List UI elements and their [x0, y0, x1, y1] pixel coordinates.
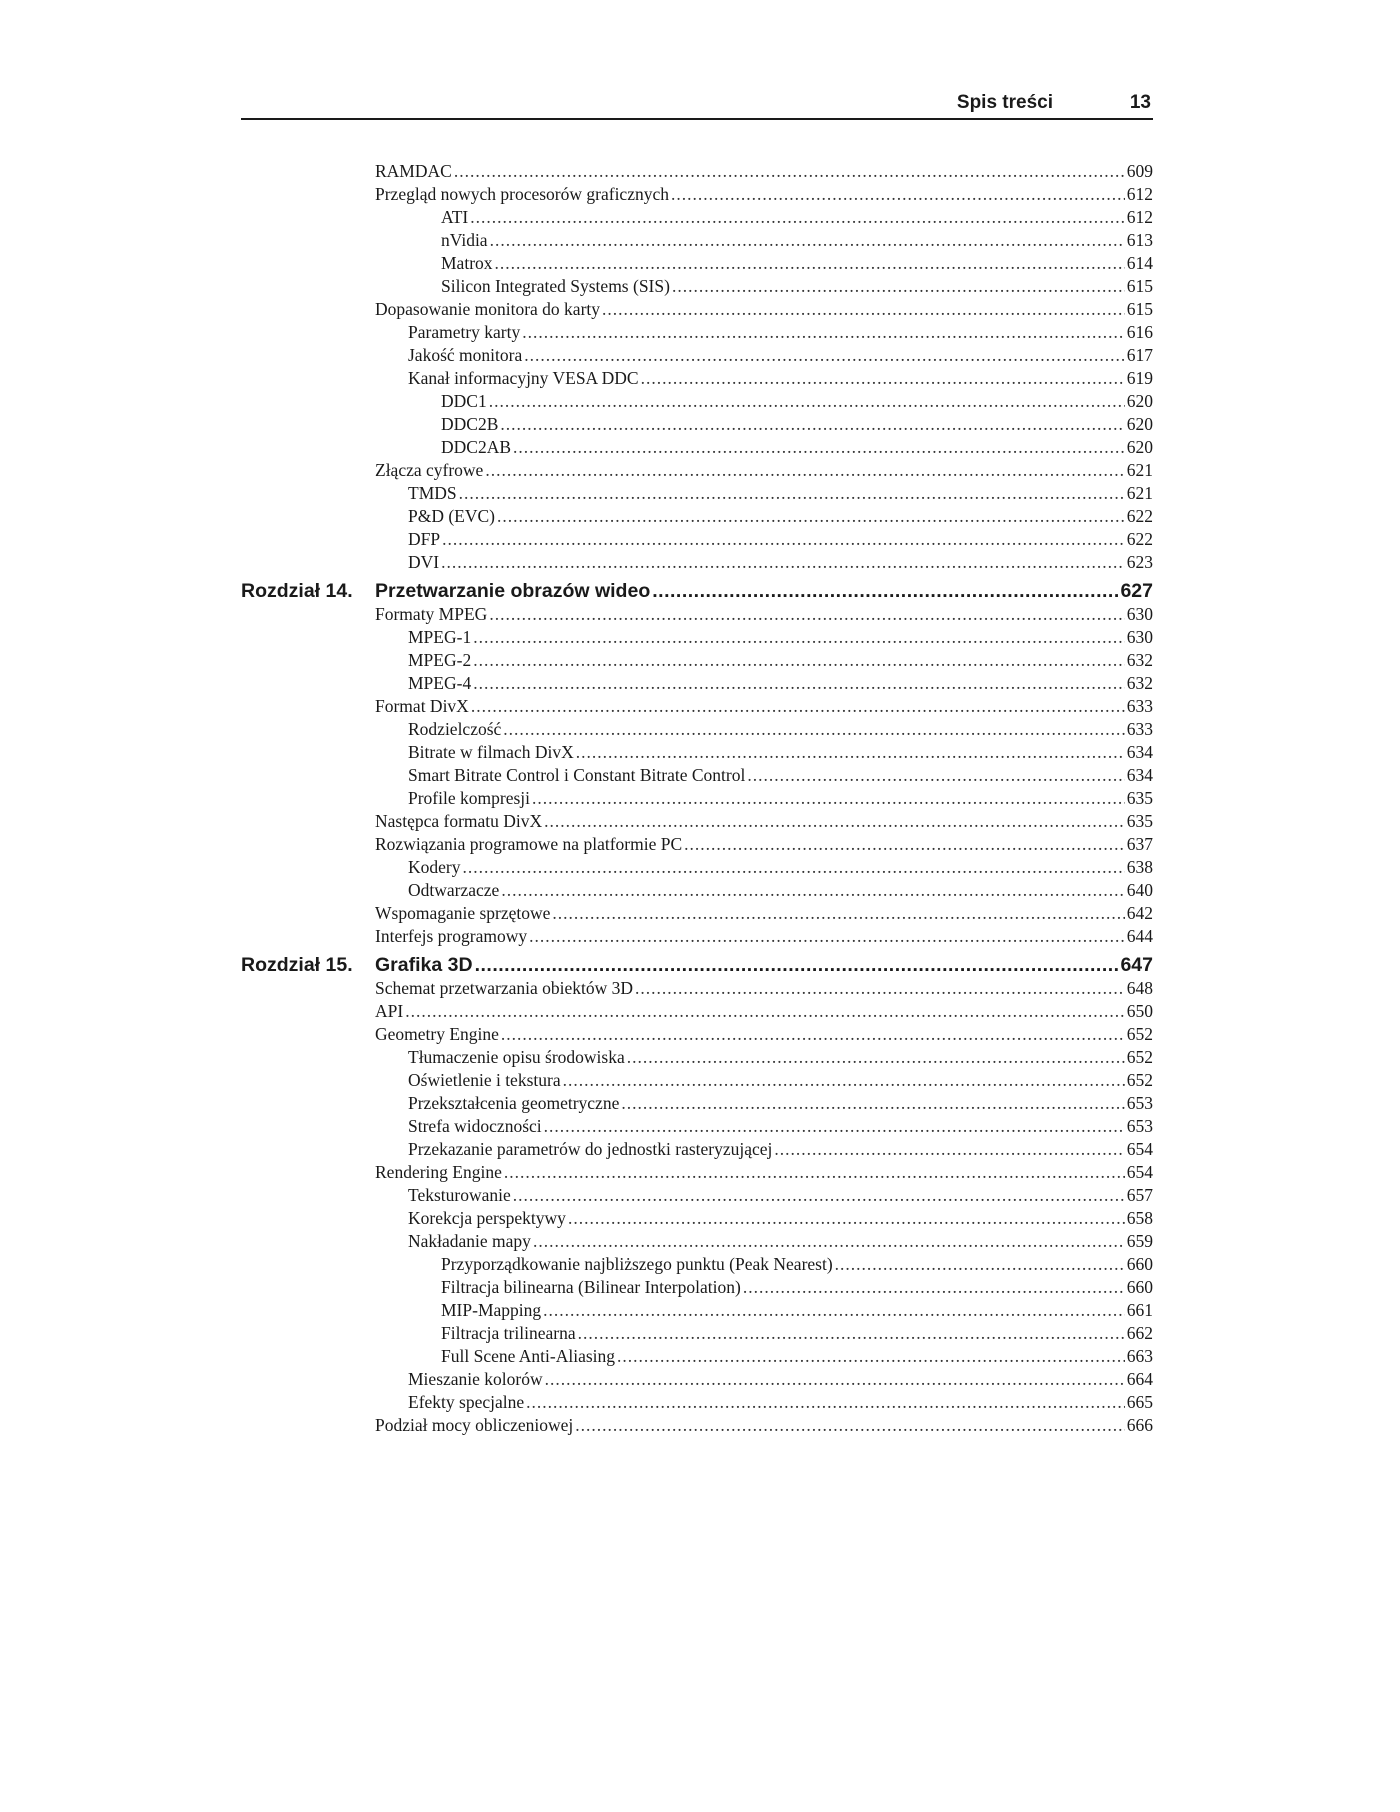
toc-dot-leader	[621, 1092, 1124, 1115]
toc-entry	[241, 649, 1153, 672]
toc-dot-leader	[495, 252, 1125, 275]
toc-dot-leader	[513, 436, 1125, 459]
toc-entry-title: Mieszanie kolorów	[408, 1369, 543, 1389]
toc-entry-page: 650	[1126, 1001, 1153, 1021]
toc-entry-title: Przetwarzanie obrazów wideo	[375, 580, 651, 602]
toc-dot-leader	[543, 1299, 1125, 1322]
toc-entry	[241, 160, 1153, 183]
toc-dot-leader	[641, 367, 1125, 390]
toc-entry-page: 632	[1126, 673, 1153, 693]
toc-dot-leader	[533, 1230, 1125, 1253]
toc-entry-page: 616	[1126, 322, 1153, 342]
toc-dot-leader	[513, 1184, 1125, 1207]
toc-entry-title: ATI	[441, 207, 469, 227]
toc-entry-title: Jakość monitora	[408, 345, 523, 365]
toc-entry-title: Tłumaczenie opisu środowiska	[408, 1047, 625, 1067]
toc-dot-leader	[497, 505, 1125, 528]
toc-entry	[241, 672, 1153, 695]
toc-entry	[241, 856, 1153, 879]
toc-entry-title: Full Scene Anti-Aliasing	[441, 1346, 616, 1366]
toc-entry-page: 635	[1126, 788, 1153, 808]
toc-dot-leader	[473, 649, 1125, 672]
toc-entry-page: 630	[1126, 627, 1153, 647]
toc-entry-title: Odtwarzacze	[408, 880, 500, 900]
toc-entry	[241, 344, 1153, 367]
toc-entry	[241, 528, 1153, 551]
toc-entry	[241, 764, 1153, 787]
toc-entry-page: 621	[1126, 483, 1153, 503]
toc-entry	[241, 810, 1153, 833]
toc-entry	[241, 206, 1153, 229]
toc-entry-page: 661	[1126, 1300, 1153, 1320]
toc-dot-leader	[617, 1345, 1125, 1368]
toc-entry-title: Interfejs programowy	[375, 926, 528, 946]
toc-dot-leader	[568, 1207, 1125, 1230]
toc-entry	[241, 1322, 1153, 1345]
toc-entry-page: 623	[1126, 552, 1153, 572]
toc-entry-page: 635	[1126, 811, 1153, 831]
toc-entry-title: Matrox	[441, 253, 493, 273]
toc-entry-page: 632	[1126, 650, 1153, 670]
toc-dot-leader	[563, 1069, 1125, 1092]
toc-dot-leader	[747, 764, 1124, 787]
toc-entry-page: 657	[1126, 1185, 1153, 1205]
toc-entry	[241, 1368, 1153, 1391]
toc-entry-title: Parametry karty	[408, 322, 521, 342]
toc-dot-leader	[524, 344, 1125, 367]
toc-entry-page: 644	[1126, 926, 1153, 946]
toc-entry	[241, 413, 1153, 436]
toc-entry-page: 609	[1126, 161, 1153, 181]
toc-dot-leader	[470, 206, 1125, 229]
toc-dot-leader	[671, 183, 1125, 206]
toc-entry-page: 622	[1126, 529, 1153, 549]
toc-entry-title: TMDS	[408, 483, 457, 503]
toc-dot-leader	[471, 695, 1125, 718]
toc-entry	[241, 505, 1153, 528]
toc-entry-title: Schemat przetwarzania obiektów 3D	[375, 978, 634, 998]
toc-entry	[241, 925, 1153, 948]
toc-entry	[241, 1414, 1153, 1437]
toc-entry-page: 640	[1126, 880, 1153, 900]
toc-entry-page: 653	[1126, 1093, 1153, 1113]
toc-entry-page: 627	[1120, 580, 1153, 602]
toc-entry-title: Rendering Engine	[375, 1162, 502, 1182]
toc-dot-leader	[544, 810, 1125, 833]
toc-entry	[241, 977, 1153, 1000]
toc-dot-leader	[578, 1322, 1125, 1345]
toc-entry	[241, 1253, 1153, 1276]
toc-entry-title: MPEG-1	[408, 627, 472, 647]
toc-entry-page: 613	[1126, 230, 1153, 250]
toc-dot-leader	[405, 1000, 1125, 1023]
toc-dot-leader	[672, 275, 1125, 298]
toc-chapter-label: Rozdział 14.	[241, 580, 353, 602]
toc-entry-page: 633	[1126, 696, 1153, 716]
toc-entry	[241, 718, 1153, 741]
toc-dot-leader	[529, 925, 1125, 948]
toc-entry-title: Teksturowanie	[408, 1185, 511, 1205]
toc-entry-page: 652	[1126, 1070, 1153, 1090]
toc-entry	[241, 298, 1153, 321]
toc-entry-page: 637	[1126, 834, 1153, 854]
toc-entry	[241, 1391, 1153, 1414]
toc-entry	[241, 1138, 1153, 1161]
toc-entry	[241, 252, 1153, 275]
toc-entry-page: 612	[1126, 184, 1153, 204]
toc-chapter	[241, 579, 1153, 603]
toc-entry	[241, 603, 1153, 626]
toc-dot-leader	[501, 1023, 1125, 1046]
toc-entry	[241, 459, 1153, 482]
toc-entry-page: 630	[1126, 604, 1153, 624]
toc-entry-title: MPEG-2	[408, 650, 472, 670]
toc-entry-title: Filtracja trilinearna	[441, 1323, 576, 1343]
toc-dot-leader	[500, 413, 1124, 436]
toc-dot-leader	[473, 626, 1125, 649]
toc-entry-title: Profile kompresji	[408, 788, 530, 808]
toc-entry	[241, 321, 1153, 344]
toc-dot-leader	[462, 856, 1124, 879]
toc-entry-page: 664	[1126, 1369, 1153, 1389]
toc-chapter	[241, 953, 1153, 977]
toc-dot-leader	[442, 528, 1125, 551]
toc-entry-page: 648	[1126, 978, 1153, 998]
toc-entry-title: Nakładanie mapy	[408, 1231, 531, 1251]
toc-entry-page: 619	[1126, 368, 1153, 388]
toc-entry-title: DVI	[408, 552, 440, 572]
running-header	[241, 92, 1153, 118]
toc-entry-title: Przekształcenia geometryczne	[408, 1093, 620, 1113]
toc-entry-page: 654	[1126, 1139, 1153, 1159]
toc-entry-title: DDC1	[441, 391, 487, 411]
toc-entry	[241, 879, 1153, 902]
toc-dot-leader	[575, 1414, 1124, 1437]
toc-dot-leader	[684, 833, 1125, 856]
toc-entry-page: 663	[1126, 1346, 1153, 1366]
toc-entry-title: Format DivX	[375, 696, 469, 716]
toc-entry	[241, 1184, 1153, 1207]
toc-entry	[241, 1115, 1153, 1138]
toc-dot-leader	[526, 1391, 1125, 1414]
page-number: 13	[1129, 92, 1151, 113]
toc-dot-leader	[602, 298, 1125, 321]
toc-entry	[241, 436, 1153, 459]
toc-entry-title: Strefa widoczności	[408, 1116, 542, 1136]
toc-chapter-label: Rozdział 15.	[241, 954, 353, 976]
toc-dot-leader	[522, 321, 1125, 344]
toc-entry-page: 620	[1126, 437, 1153, 457]
toc-entry	[241, 1276, 1153, 1299]
toc-entry-page: 612	[1126, 207, 1153, 227]
toc-entry-page: 662	[1126, 1323, 1153, 1343]
toc-entry-title: Następca formatu DivX	[375, 811, 543, 831]
toc-dot-leader	[473, 672, 1125, 695]
toc-entry-page: 614	[1126, 253, 1153, 273]
toc-dot-leader	[489, 603, 1124, 626]
toc-entry	[241, 1161, 1153, 1184]
toc-entry-page: 615	[1126, 299, 1153, 319]
toc-entry-title: DDC2B	[441, 414, 499, 434]
toc-entry	[241, 367, 1153, 390]
toc-entry-page: 652	[1126, 1047, 1153, 1067]
toc-dot-leader	[635, 977, 1125, 1000]
toc-entry-page: 647	[1120, 954, 1153, 976]
toc-entry-title: Bitrate w filmach DivX	[408, 742, 574, 762]
toc-dot-leader	[475, 953, 1119, 977]
toc-entry-page: 658	[1126, 1208, 1153, 1228]
toc-dot-leader	[501, 879, 1124, 902]
toc-entry	[241, 1023, 1153, 1046]
toc-entry-page: 621	[1126, 460, 1153, 480]
toc-entry-page: 638	[1126, 857, 1153, 877]
toc-entry	[241, 1345, 1153, 1368]
toc-entry	[241, 183, 1153, 206]
toc-dot-leader	[552, 902, 1124, 925]
toc-entry	[241, 1000, 1153, 1023]
toc-entry-title: Przegląd nowych procesorów graficznych	[375, 184, 669, 204]
toc-entry-page: 666	[1126, 1415, 1153, 1435]
toc-dot-leader	[489, 390, 1125, 413]
toc-entry	[241, 741, 1153, 764]
table-of-contents	[241, 160, 1153, 1437]
toc-entry	[241, 229, 1153, 252]
toc-entry-title: Formaty MPEG	[375, 604, 488, 624]
toc-dot-leader	[459, 482, 1125, 505]
toc-dot-leader	[504, 1161, 1125, 1184]
toc-entry-title: P&D (EVC)	[408, 506, 496, 526]
toc-dot-leader	[743, 1276, 1125, 1299]
toc-dot-leader	[652, 579, 1118, 603]
toc-entry-page: 652	[1126, 1024, 1153, 1044]
toc-entry-title: Geometry Engine	[375, 1024, 499, 1044]
toc-dot-leader	[490, 229, 1125, 252]
toc-entry-title: Korekcja perspektywy	[408, 1208, 566, 1228]
toc-entry	[241, 551, 1153, 574]
toc-entry-title: Kodery	[408, 857, 461, 877]
toc-entry-page: 622	[1126, 506, 1153, 526]
toc-entry	[241, 1207, 1153, 1230]
toc-entry	[241, 695, 1153, 718]
toc-entry-title: Silicon Integrated Systems (SIS)	[441, 276, 670, 296]
toc-entry	[241, 787, 1153, 810]
toc-entry-page: 633	[1126, 719, 1153, 739]
toc-dot-leader	[532, 787, 1125, 810]
toc-dot-leader	[627, 1046, 1125, 1069]
toc-dot-leader	[503, 718, 1124, 741]
toc-entry	[241, 1299, 1153, 1322]
toc-entry-page: 660	[1126, 1277, 1153, 1297]
toc-dot-leader	[454, 160, 1125, 183]
toc-entry-title: DFP	[408, 529, 441, 549]
toc-entry	[241, 902, 1153, 925]
toc-entry-title: Wspomaganie sprzętowe	[375, 903, 551, 923]
toc-entry-title: Podział mocy obliczeniowej	[375, 1415, 574, 1435]
toc-entry	[241, 833, 1153, 856]
toc-entry-title: RAMDAC	[375, 161, 452, 181]
toc-entry-page: 654	[1126, 1162, 1153, 1182]
toc-entry-title: Przyporządkowanie najbliższego punktu (Peak Nearest)	[441, 1254, 833, 1274]
running-header-title: Spis treści	[956, 92, 1053, 113]
toc-dot-leader	[835, 1253, 1125, 1276]
toc-entry-title: Rodzielczość	[408, 719, 502, 739]
toc-dot-leader	[545, 1368, 1125, 1391]
toc-entry-page: 659	[1126, 1231, 1153, 1251]
toc-entry-title: Filtracja bilinearna (Bilinear Interpolation)	[441, 1277, 741, 1297]
toc-entry-page: 615	[1126, 276, 1153, 296]
toc-entry-title: MIP-Mapping	[441, 1300, 542, 1320]
header-rule	[241, 118, 1153, 120]
toc-entry	[241, 482, 1153, 505]
toc-entry	[241, 390, 1153, 413]
toc-entry-title: Kanał informacyjny VESA DDC	[408, 368, 639, 388]
toc-entry	[241, 275, 1153, 298]
toc-dot-leader	[485, 459, 1124, 482]
toc-entry	[241, 626, 1153, 649]
toc-entry	[241, 1230, 1153, 1253]
toc-entry-title: nVidia	[441, 230, 488, 250]
toc-entry-title: DDC2AB	[441, 437, 512, 457]
toc-dot-leader	[774, 1138, 1124, 1161]
toc-entry-page: 634	[1126, 742, 1153, 762]
toc-entry-page: 620	[1126, 391, 1153, 411]
toc-entry-title: Smart Bitrate Control i Constant Bitrate Control	[408, 765, 746, 785]
toc-entry-page: 642	[1126, 903, 1153, 923]
toc-dot-leader	[441, 551, 1125, 574]
toc-entry	[241, 1069, 1153, 1092]
toc-entry-page: 617	[1126, 345, 1153, 365]
toc-entry-title: Rozwiązania programowe na platformie PC	[375, 834, 683, 854]
toc-entry-title: Złącza cyfrowe	[375, 460, 484, 480]
toc-entry-page: 660	[1126, 1254, 1153, 1274]
toc-entry-title: Dopasowanie monitora do karty	[375, 299, 601, 319]
toc-entry-page: 653	[1126, 1116, 1153, 1136]
toc-entry-title: MPEG-4	[408, 673, 472, 693]
toc-dot-leader	[544, 1115, 1125, 1138]
toc-entry-title: Grafika 3D	[375, 954, 473, 976]
toc-entry-title: Przekazanie parametrów do jednostki rasteryzującej	[408, 1139, 773, 1159]
toc-entry-title: API	[375, 1001, 404, 1021]
toc-entry	[241, 1046, 1153, 1069]
toc-entry-page: 620	[1126, 414, 1153, 434]
toc-entry	[241, 1092, 1153, 1115]
toc-entry-page: 634	[1126, 765, 1153, 785]
toc-entry-page: 665	[1126, 1392, 1153, 1412]
toc-entry-title: Efekty specjalne	[408, 1392, 525, 1412]
toc-dot-leader	[576, 741, 1125, 764]
toc-entry-title: Oświetlenie i tekstura	[408, 1070, 561, 1090]
